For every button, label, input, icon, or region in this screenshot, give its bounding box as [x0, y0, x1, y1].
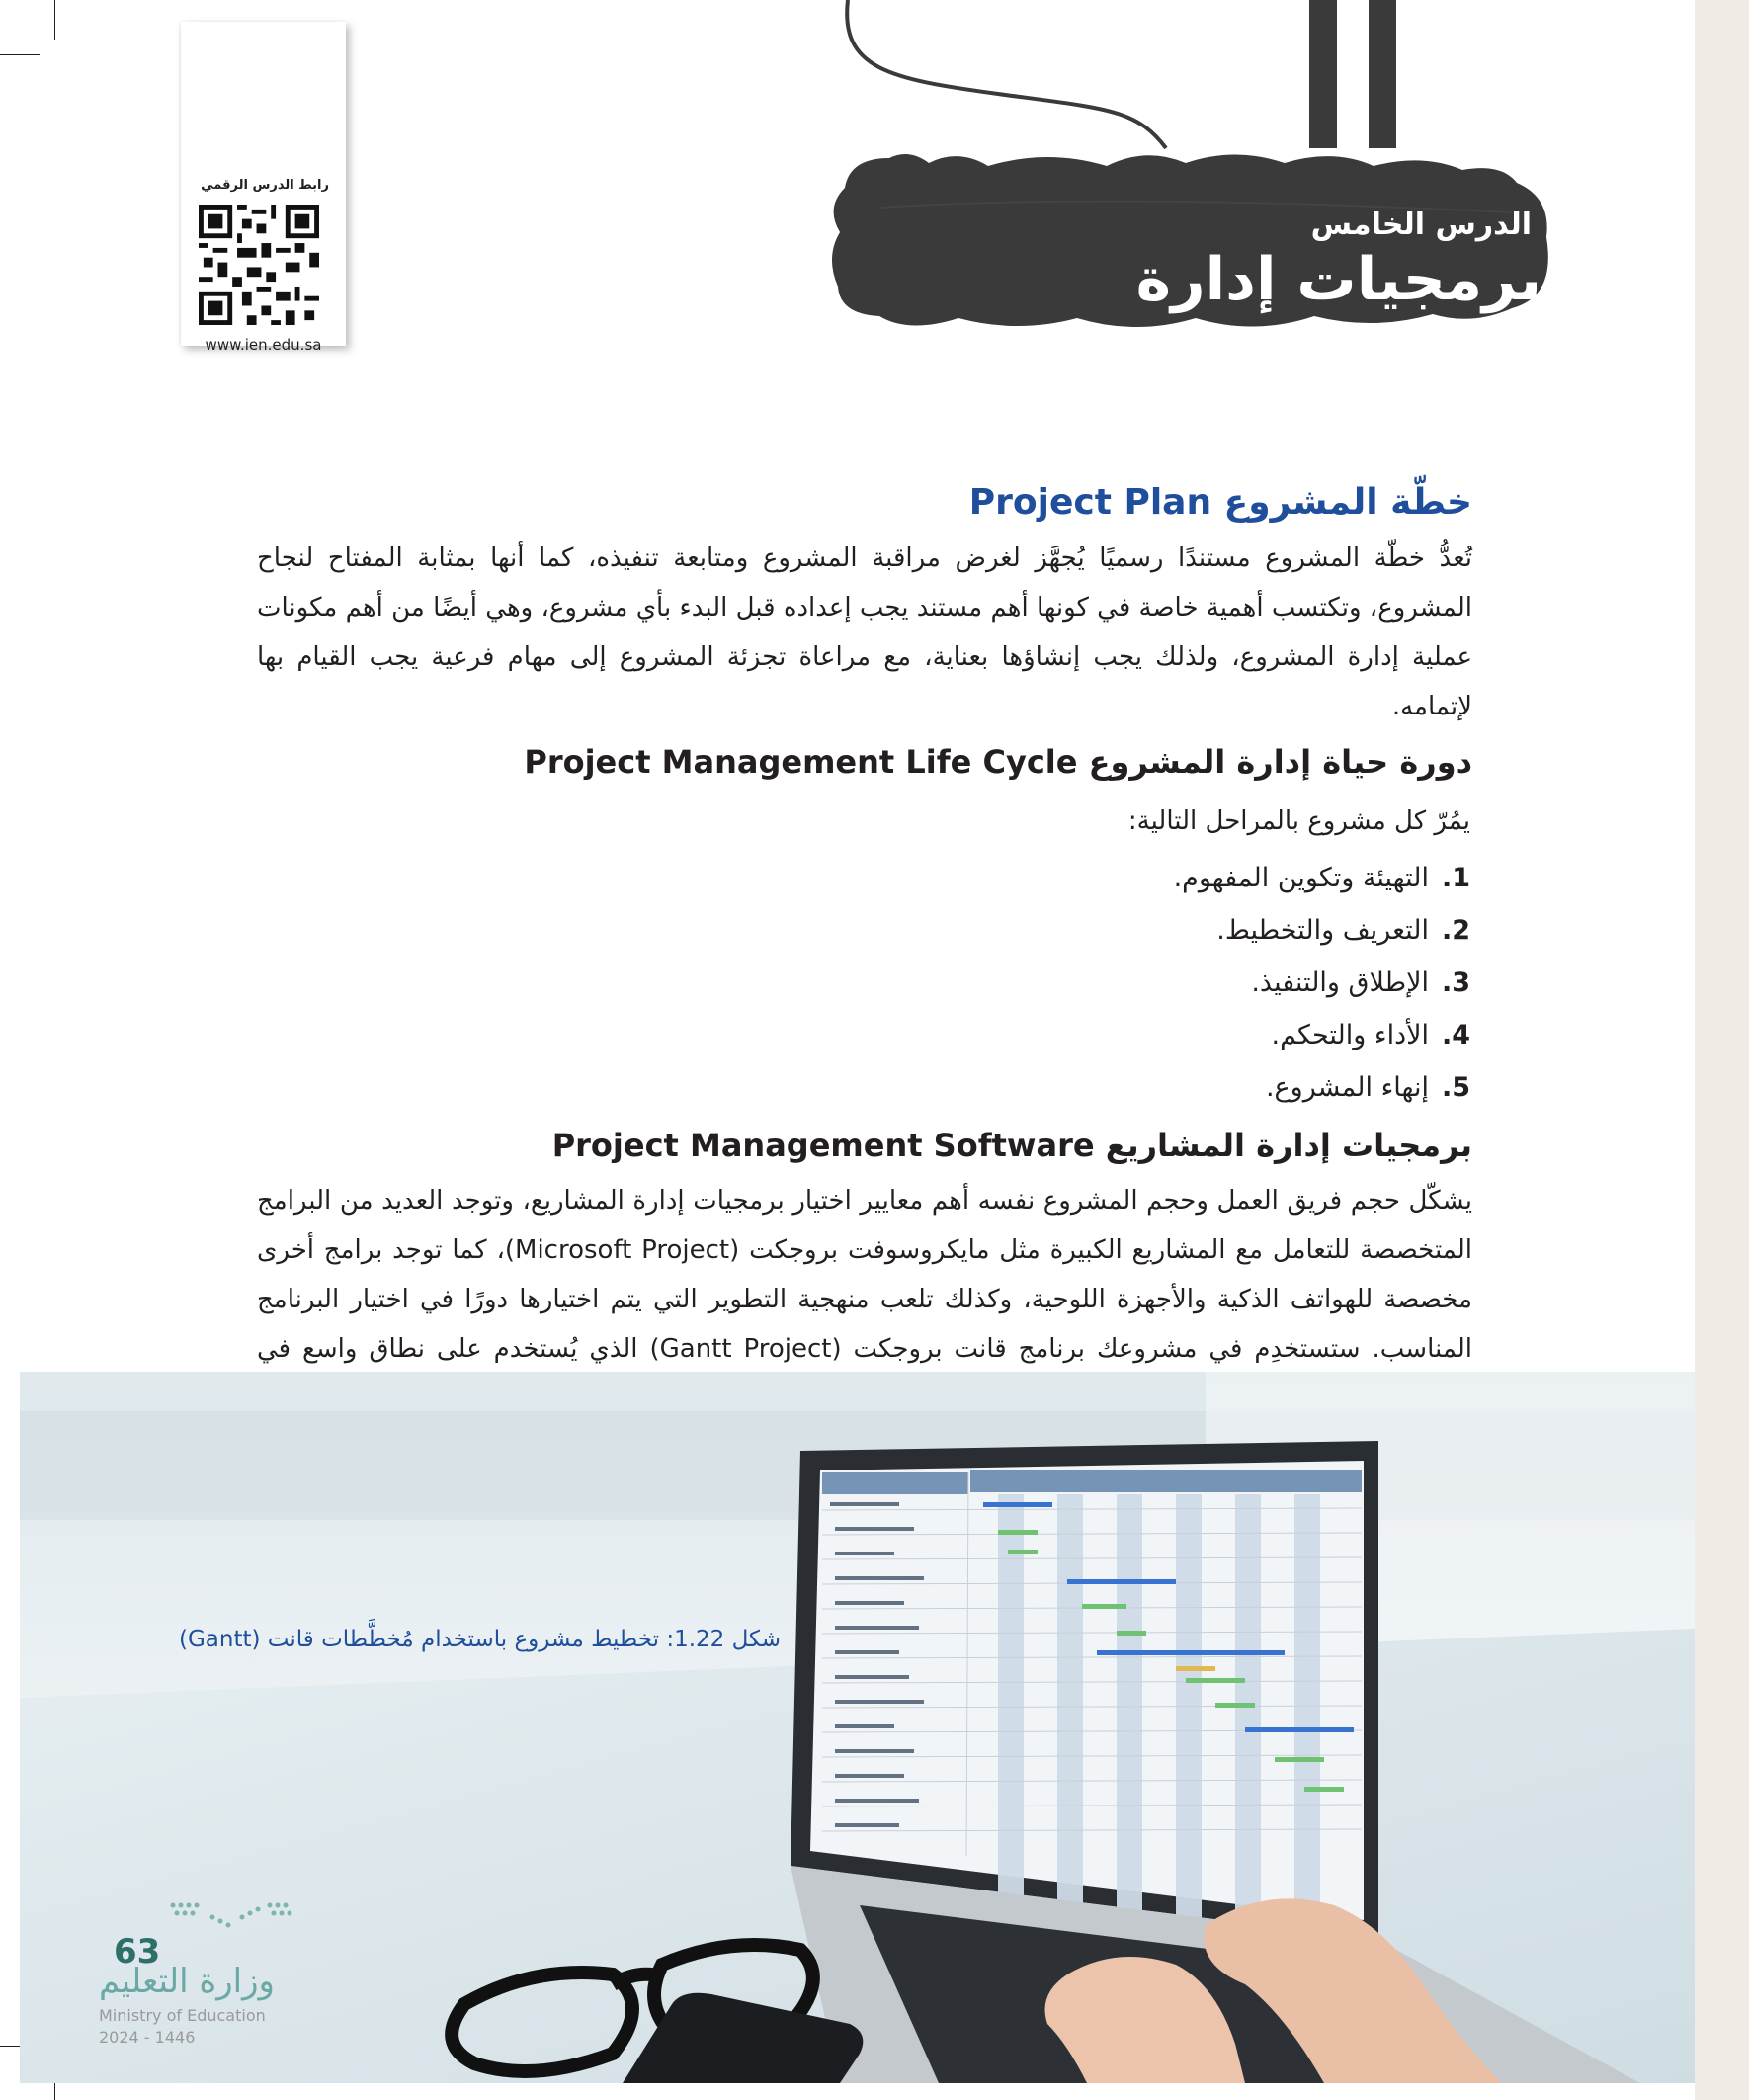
edition-year: 2024 - 1446 [99, 2028, 196, 2047]
life-cycle-steps [1174, 852, 1470, 1114]
step-text: إنهاء المشروع. [1265, 1072, 1429, 1103]
page-edge-strip [1695, 0, 1749, 2100]
life-cycle-intro: يمُرّ كل مشروع بالمراحل التالية: [1127, 806, 1470, 836]
lesson-title: برمجيات إدارة المشاريع [1135, 245, 1541, 383]
step-number: 1. [1441, 863, 1470, 893]
step-text: التعريف والتخطيط. [1216, 915, 1429, 946]
software-paragraph: يشكّل حجم فريق العمل وحجم المشروع نفسه أهم معايير اختيار برمجيات إدارة المشاريع، وتوجد العديد من البرامج المتخصصة للتعامل مع المشاريع الكبيرة مثل مايكروسوفت بروجكت (Microsoft Project)، كما توجد برامج أخرى مخصصة للهواتف الذكية والأجهزة اللوحية، وكذلك تلعب منهجية التطوير التي يتم اختيارها دورًا في اختيار البرنامج المناسب. ستستخدِم في مشروعك برنامج قانت بروجكت (Gantt Project) الذي يُستخدم على نطاق واسع في [257, 1186, 1473, 1364]
banner-cable [847, 0, 1166, 148]
figure-caption: شكل 1.22: تخطيط مشروع باستخدام مُخطَّطات قانت (Gantt) [179, 1627, 781, 1652]
page-number: 63 [114, 1932, 161, 1972]
list-item [1174, 852, 1470, 904]
qr-card[interactable] [181, 22, 346, 354]
ministry-name-ar: وزارة التعليم [99, 1962, 275, 2001]
ministry-logo-dots [168, 1897, 296, 1937]
step-text: الإطلاق والتنفيذ. [1251, 967, 1429, 998]
section-heading-project-plan: خطّة المشروع Project Plan [968, 482, 1472, 523]
lesson-number: الدرس الخامس [1310, 208, 1532, 242]
banner-post [1369, 0, 1396, 148]
step-number: 4. [1441, 1020, 1470, 1050]
ministry-name-en: Ministry of Education [99, 2006, 266, 2025]
step-text: التهيئة وتكوين المفهوم. [1173, 863, 1429, 893]
qr-label: رابط الدرس الرقمي [201, 178, 329, 193]
step-text: الأداء والتحكم. [1271, 1020, 1429, 1050]
step-number: 3. [1441, 967, 1470, 998]
list-item [1174, 1009, 1470, 1061]
qr-code-icon[interactable] [199, 205, 319, 325]
section-heading-life-cycle: دورة حياة إدارة المشروع Project Management Life Cycle [524, 743, 1472, 781]
list-item [1174, 1061, 1470, 1114]
qr-url[interactable]: www.ien.edu.sa [205, 336, 322, 354]
crop-mark [54, 0, 55, 40]
project-plan-paragraph: تُعدُّ خطّة المشروع مستندًا رسميًا يُجهَّز لغرض مراقبة المشروع ومتابعة تنفيذه، كما أنها بمثابة المفتاح لنجاح المشروع، وتكتسب أهمية خاصة في كونها أهم مستند يجب إعداده قبل البدء بأي مشروع، وهي أيضًا من أهم مكونات عملية إدارة المشروع، ولذلك يجب إنشاؤها بعناية، مع مراعاة تجزئة المشروع إلى مهام فرعية يجب القيام بها لإتمامه. [257, 544, 1472, 721]
step-number: 5. [1441, 1072, 1470, 1103]
list-item [1174, 904, 1470, 957]
banner-post [1309, 0, 1337, 148]
crop-mark [0, 54, 40, 55]
list-item [1174, 957, 1470, 1009]
section-heading-software: برمجيات إدارة المشاريع Project Management Software [551, 1127, 1472, 1164]
step-number: 2. [1441, 915, 1470, 946]
